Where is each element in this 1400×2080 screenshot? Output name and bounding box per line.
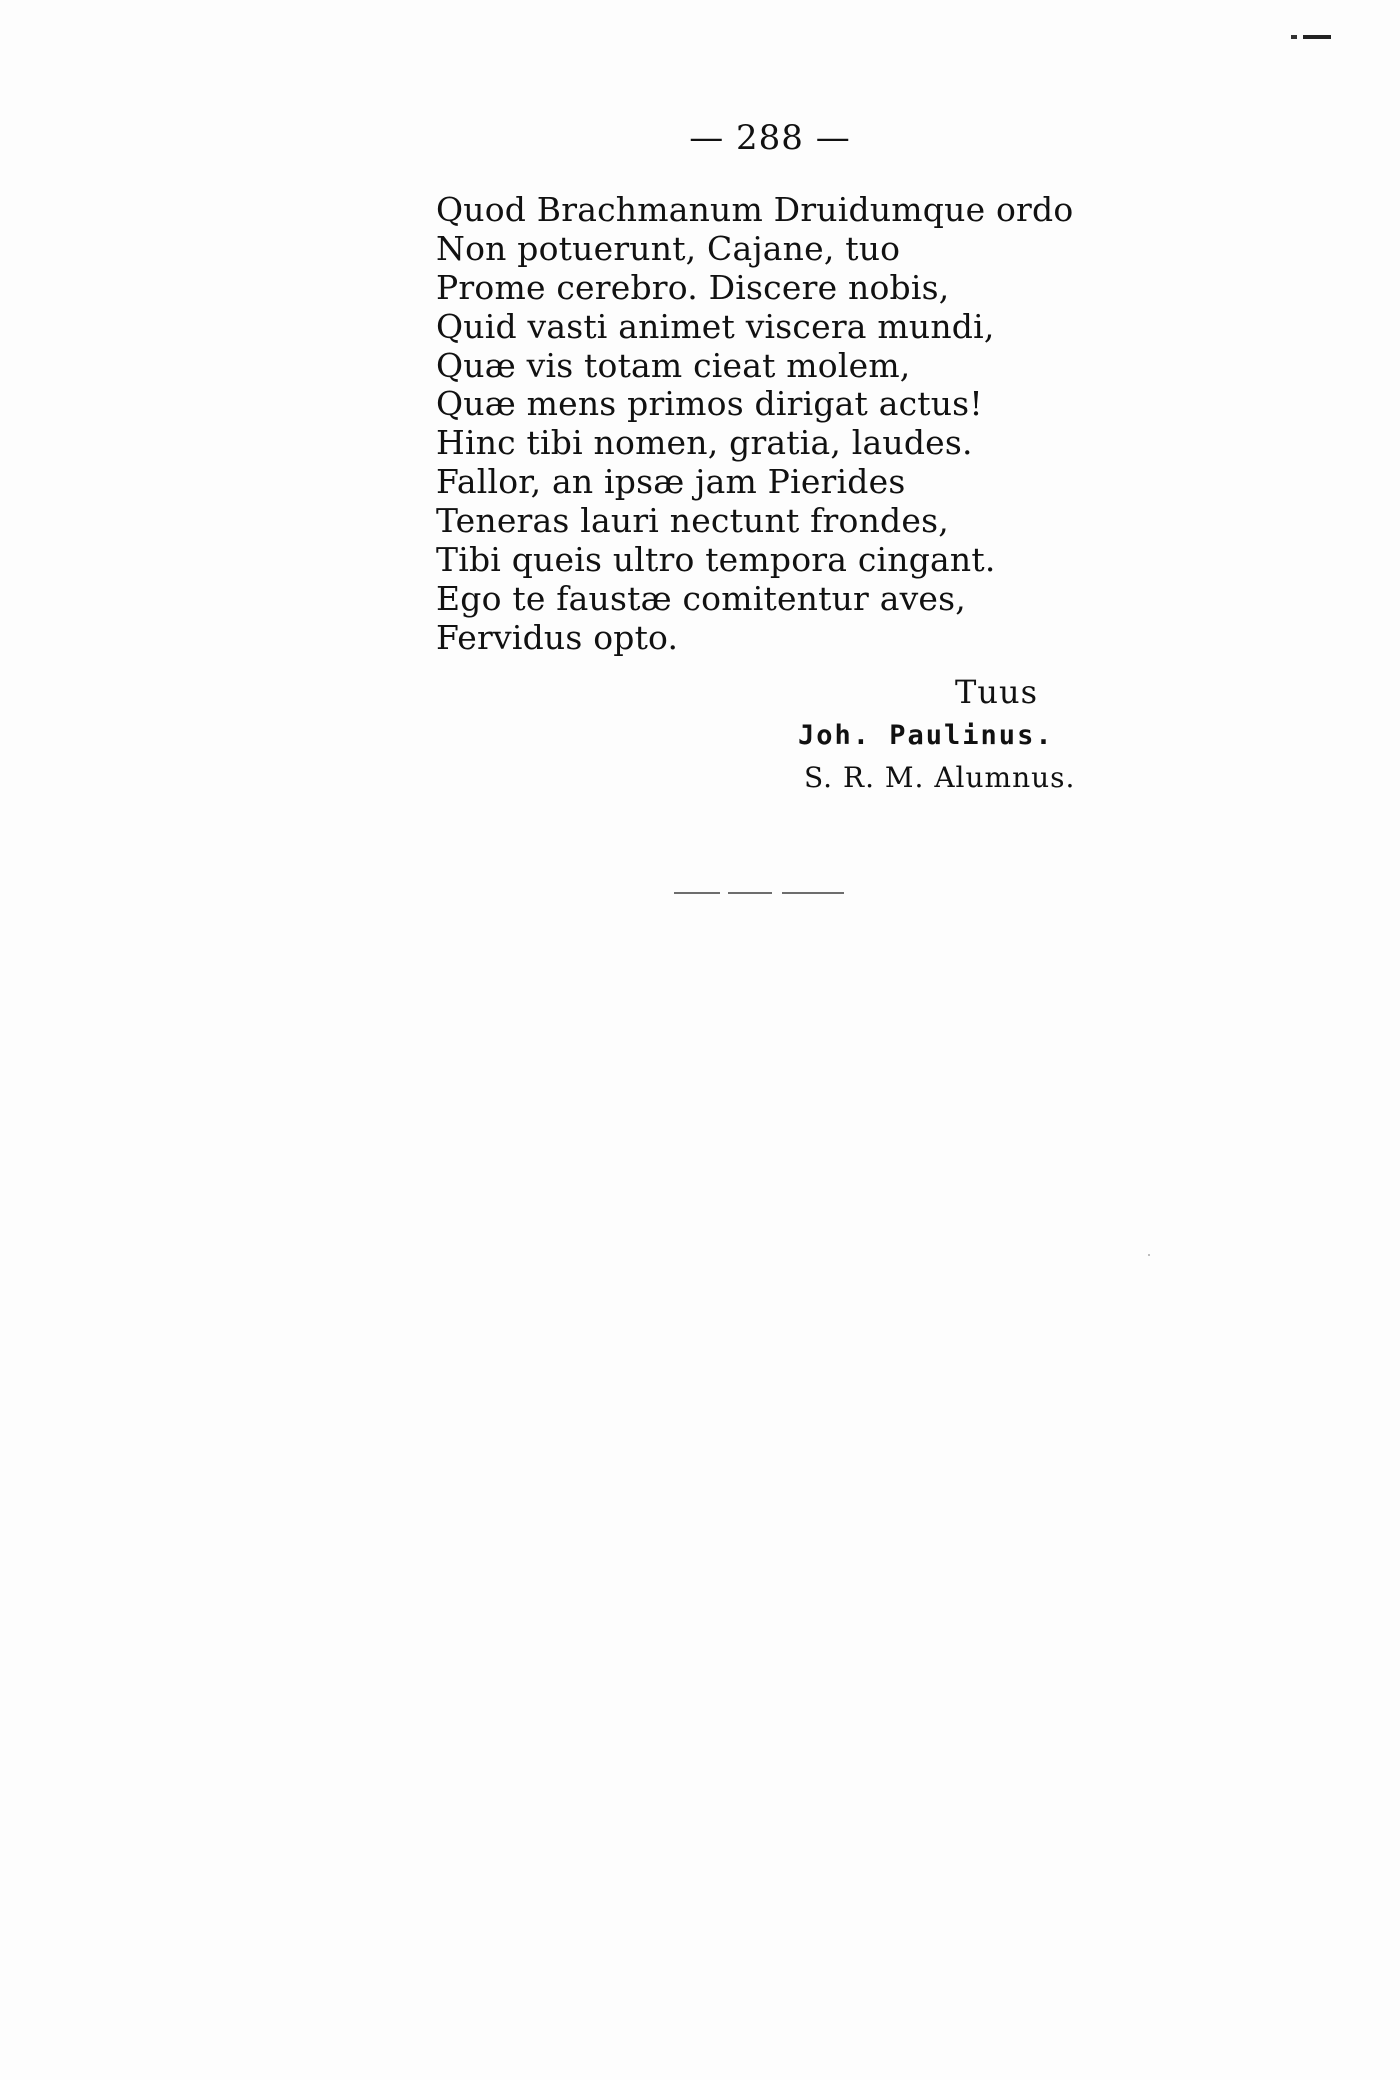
poem-line: Quod Brachmanum Druidumque ordo xyxy=(436,190,1074,229)
poem-line: Quid vasti animet viscera mundi, xyxy=(436,306,995,346)
corner-scan-mark xyxy=(1283,35,1331,39)
poem-line: Teneras lauri nectunt frondes, xyxy=(436,501,949,541)
poem-line: Non potuerunt, Cajane, tuo xyxy=(436,228,901,268)
poem-line: Ego te faustæ comitentur aves, xyxy=(436,578,966,618)
poem-text xyxy=(436,191,1136,658)
poem-line: Quæ vis totam cieat molem, xyxy=(436,345,911,385)
poem-line: Prome cerebro. Discere nobis, xyxy=(436,267,950,307)
scan-speck xyxy=(1148,1254,1150,1256)
poem-line: Hinc tibi nomen, gratia, laudes. xyxy=(436,423,973,463)
signature-salutation: Tuus xyxy=(955,673,1038,711)
page-number: — 288 — xyxy=(689,118,851,158)
poem-line: Fervidus opto. xyxy=(436,617,679,657)
author-name: Joh. Paulinus. xyxy=(798,720,1054,751)
poem-line: Tibi queis ultro tempora cingant. xyxy=(436,540,996,580)
poem-line: Quæ mens primos dirigat actus! xyxy=(436,384,983,424)
author-title: S. R. M. Alumnus. xyxy=(804,761,1076,794)
section-divider xyxy=(674,892,844,894)
poem-line: Fallor, an ipsæ jam Pierides xyxy=(436,462,906,502)
